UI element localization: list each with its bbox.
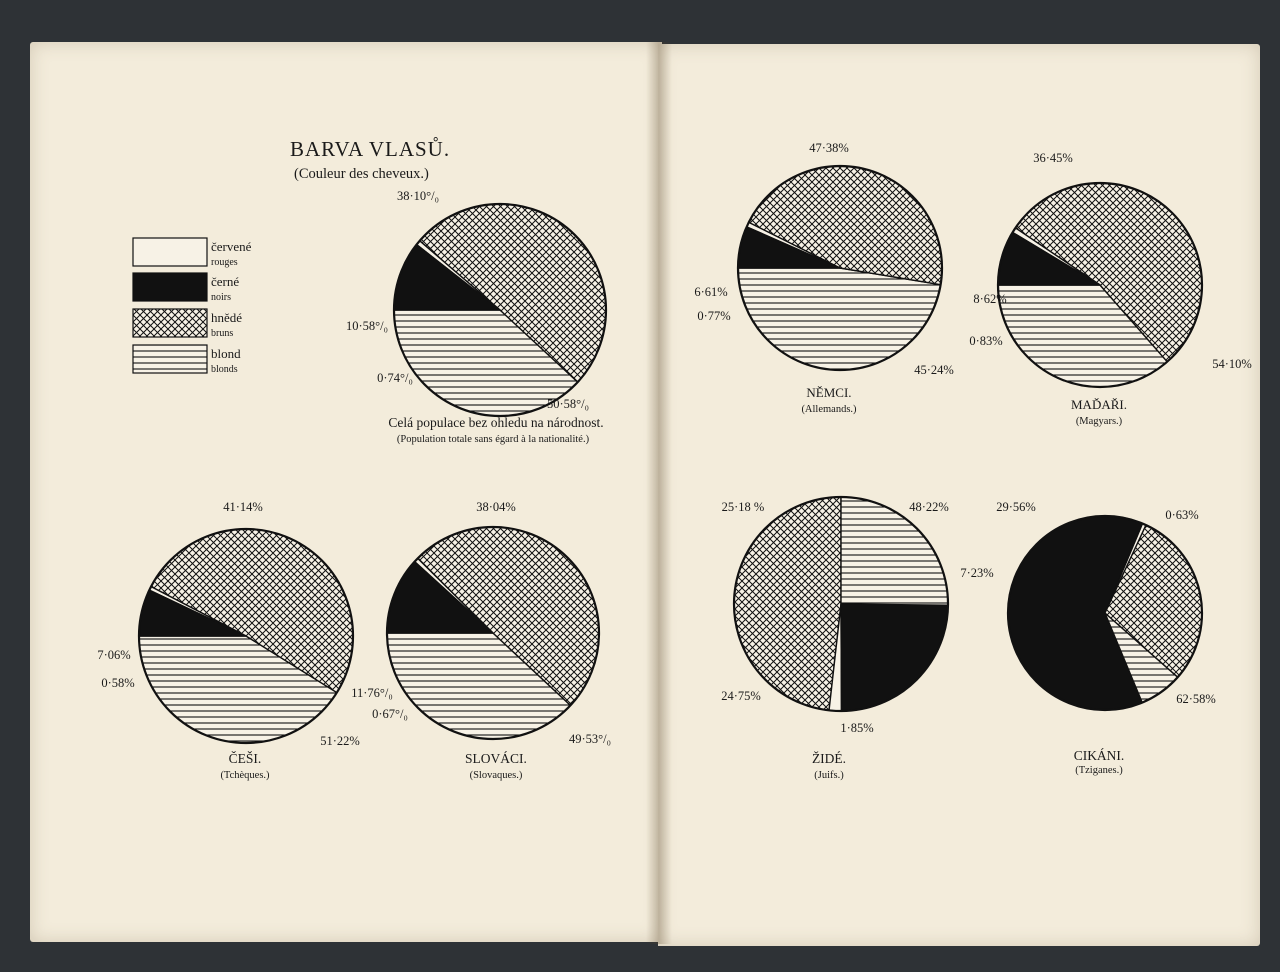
value-label-zide-cervene: 1·85% <box>840 721 874 735</box>
value-label-madari-blond: 36·45% <box>1033 151 1073 165</box>
value-label-madari-cerne: 8·62% <box>973 292 1007 306</box>
legend-label-blond: blond <box>211 346 241 361</box>
legend-label-cervene: červené <box>211 239 252 254</box>
value-label-total-cerne: 10·58°/₀ <box>346 319 388 333</box>
value-label-cesi-hnede: 51·22% <box>320 734 360 748</box>
pie-subname-slovaci: (Slovaques.) <box>469 770 523 781</box>
legend-swatch-hnede <box>133 309 207 337</box>
pie-cesi <box>97 500 359 781</box>
pie-name-cesi: ČEŠI. <box>228 751 262 766</box>
value-label-madari-hnede: 54·10% <box>1212 357 1252 371</box>
slice-zide-hnede <box>734 497 841 710</box>
pie-madari <box>969 151 1251 427</box>
value-label-total-cervene: 0·74°/₀ <box>377 371 413 385</box>
value-label-nemci-cerne: 6·61% <box>694 285 728 299</box>
value-label-nemci-cervene: 0·77% <box>697 309 731 323</box>
chart-subtitle: (Couleur des cheveux.) <box>294 166 429 182</box>
value-label-zide-blond: 25·18 % <box>721 500 765 514</box>
pie-subname-cikani: (Tziganes.) <box>1075 765 1123 776</box>
legend-sublabel-cervene: rouges <box>211 257 238 268</box>
value-label-zide-cerne: 24·75% <box>721 689 761 703</box>
value-label-slovaci-cervene: 0·67°/₀ <box>372 707 408 721</box>
value-label-madari-cervene: 0·83% <box>969 334 1003 348</box>
pie-name-total: Celá populace bez ohledu na národnost. <box>388 415 604 430</box>
legend <box>133 238 252 375</box>
legend-sublabel-blond: blonds <box>211 364 238 375</box>
pie-nemci <box>694 141 953 415</box>
value-label-nemci-blond: 47·38% <box>809 141 849 155</box>
pie-subname-cesi: (Tchèques.) <box>220 770 270 781</box>
pie-subname-nemci: (Allemands.) <box>801 404 857 415</box>
value-label-slovaci-hnede: 49·53°/₀ <box>569 732 611 746</box>
value-label-cikani-cerne: 62·58% <box>1176 692 1216 706</box>
pie-zide <box>721 497 949 781</box>
pie-subname-zide: (Juifs.) <box>814 770 844 781</box>
pie-name-slovaci: SLOVÁCI. <box>465 751 527 766</box>
value-label-slovaci-cerne: 11·76°/₀ <box>351 686 393 700</box>
pie-name-cikani: CIKÁNI. <box>1073 748 1125 763</box>
pie-total <box>346 189 606 445</box>
value-label-cikani-blond: 7·23% <box>960 566 994 580</box>
legend-swatch-cervene <box>133 238 207 266</box>
value-label-cikani-hnede: 29·56% <box>996 500 1036 514</box>
pie-slovaci <box>351 500 611 781</box>
slice-zide-cerne <box>841 604 948 711</box>
value-label-cesi-cerne: 7·06% <box>97 648 131 662</box>
value-label-slovaci-blond: 38·04% <box>476 500 516 514</box>
pie-name-madari: MAĎAŘI. <box>1071 397 1127 412</box>
pie-cikani <box>960 500 1215 776</box>
pie-name-zide: ŽIDÉ. <box>811 751 847 766</box>
legend-sublabel-cerne: noirs <box>211 292 231 303</box>
value-label-total-blond: 38·10°/₀ <box>397 189 439 203</box>
value-label-zide-hnede: 48·22% <box>909 500 949 514</box>
value-label-total-hnede: 50·58°/₀ <box>547 397 589 411</box>
value-label-cesi-blond: 41·14% <box>223 500 263 514</box>
value-label-cesi-cervene: 0·58% <box>101 676 135 690</box>
legend-swatch-blond <box>133 345 207 373</box>
chart-title: BARVA VLASŮ. <box>290 137 451 161</box>
legend-label-cerne: černé <box>211 274 240 289</box>
pie-subname-madari: (Magyars.) <box>1075 416 1123 427</box>
pies-group <box>97 141 1251 781</box>
legend-label-hnede: hnědé <box>211 310 243 325</box>
value-label-cikani-cervene: 0·63% <box>1165 508 1199 522</box>
pie-subname-total: (Population totale sans égard à la nationalité.) <box>396 434 590 445</box>
value-label-nemci-hnede: 45·24% <box>914 363 954 377</box>
legend-sublabel-hnede: bruns <box>211 328 234 339</box>
pie-name-nemci: NĚMCI. <box>806 385 852 400</box>
slice-nemci-blond <box>738 268 941 370</box>
legend-swatch-cerne <box>133 273 207 301</box>
